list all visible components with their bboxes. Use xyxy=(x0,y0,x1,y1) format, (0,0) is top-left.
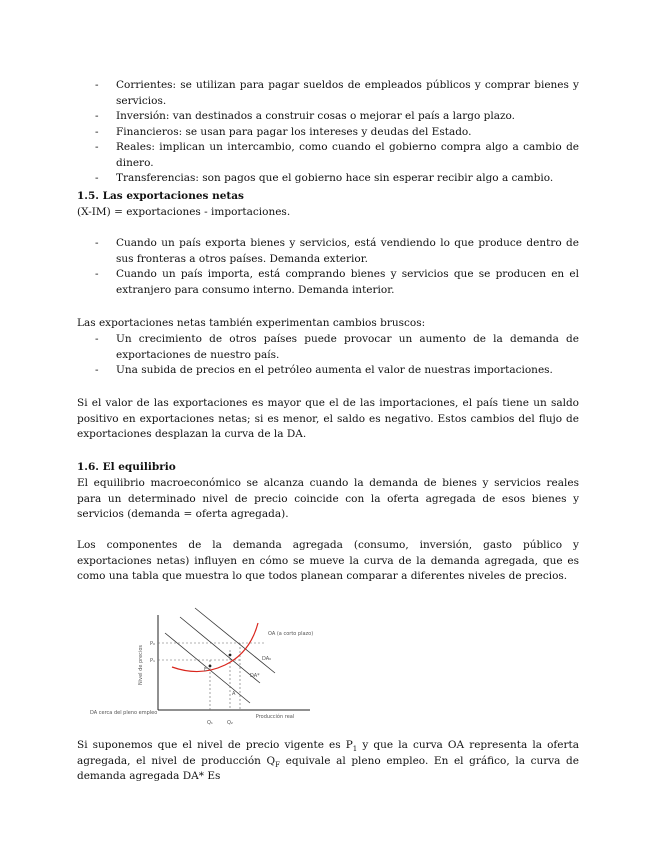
y-axis-label: Nivel de precios xyxy=(138,645,144,685)
price-label-p0: P₀ xyxy=(150,641,156,647)
da0-curve xyxy=(180,617,260,683)
equilibrium-paragraph-2: Los componentes de la demanda agregada (consumo, inversión, gasto público y exportaciones netas) influyen en cómo se mueve la curva de la demanda agregada, que es como una tabla que muestra lo que todos planean comparar a diferentes niveles de precios. xyxy=(77,539,579,582)
quantity-label-left: Q₁ xyxy=(207,720,213,726)
oa-curve xyxy=(172,623,258,672)
da1-curve-label: DA* xyxy=(250,673,260,679)
x-axis-label: Producción real xyxy=(255,714,295,720)
point-e-marker xyxy=(209,665,212,668)
exports-list xyxy=(95,236,579,298)
list-item: - Un crecimiento de otros países puede provocar un aumento de la demanda de exportaciones de nuestro país. xyxy=(95,333,579,361)
price-label-p1: P₁ xyxy=(150,658,156,664)
list-item: - Cuando un país exporta bienes y servicios, está vendiendo lo que produce dentro de sus fronteras a otros países. Demanda exterior. xyxy=(95,237,579,265)
equilibrium-diagram xyxy=(90,605,330,730)
list-item: - Cuando un país importa, está comprando bienes y servicios que se producen en el extranjero para consumo interno. Demanda interior. xyxy=(95,268,579,296)
quantity-label-right: Q₂ xyxy=(227,720,233,726)
changes-intro: Las exportaciones netas también experimentan cambios bruscos: xyxy=(77,317,426,329)
point-a-marker xyxy=(229,654,232,657)
da-shift-curve xyxy=(195,608,275,673)
list-item: - Transferencias: son pagos que el gobierno hace sin esperar recibir algo a cambio. xyxy=(95,172,554,184)
list-item: - Financieros: se usan para pagar los intereses y deudas del Estado. xyxy=(95,125,472,138)
list-item: - Una subida de precios en el petróleo aumenta el valor de nuestras importaciones. xyxy=(95,364,553,376)
list-item: - Corrientes: se utilizan para pagar sueldos de empleados públicos y comprar bienes y servicios. xyxy=(95,79,579,107)
chart-annotation: DA cerca del pleno empleo xyxy=(90,710,158,716)
section-heading-exports: 1.5. Las exportaciones netas xyxy=(77,190,244,202)
equilibrium-paragraph-1: El equilibrio macroeconómico se alcanza cuando la demanda de bienes y servicios reales para un determinado nivel de precio coincide con la oferta agregada de esos bienes y servicios (demanda = oferta agregada). xyxy=(77,477,579,520)
section-heading-equilibrium: 1.6. El equilibrio xyxy=(77,461,176,473)
list-item: - Reales: implican un intercambio, como cuando el gobierno compra algo a cambio de dinero. xyxy=(95,141,579,169)
net-exports-formula: (X-IM) = exportaciones - importaciones. xyxy=(77,206,291,218)
point-e-label: E xyxy=(204,667,208,673)
da0-curve-label: DA₀ xyxy=(262,656,272,662)
spending-types-list xyxy=(95,78,579,187)
oa-curve-label: OA (a corto plazo) xyxy=(268,631,314,637)
list-item: - Inversión: van destinados a construir cosas o mejorar el país a largo plazo. xyxy=(95,110,515,122)
point-a-label: A xyxy=(232,691,236,697)
exports-closing-paragraph: Si el valor de las exportaciones es mayor que el de las importaciones, el país tiene un saldo positivo en exportaciones netas; si es menor, el saldo es negativo. Estos cambios del flujo de exportaciones desplazan la curva de la DA. xyxy=(77,397,579,440)
da1-curve xyxy=(165,633,250,703)
footer-paragraph: Si suponemos que el nivel de precio vigente es $P_1$ y que la curva OA representa la oferta agregada, el nivel de producción $Q_F$ equivale al pleno empleo. En el gráfico, la curva de demanda agregada DA* Es xyxy=(77,739,579,782)
changes-list xyxy=(95,332,579,379)
